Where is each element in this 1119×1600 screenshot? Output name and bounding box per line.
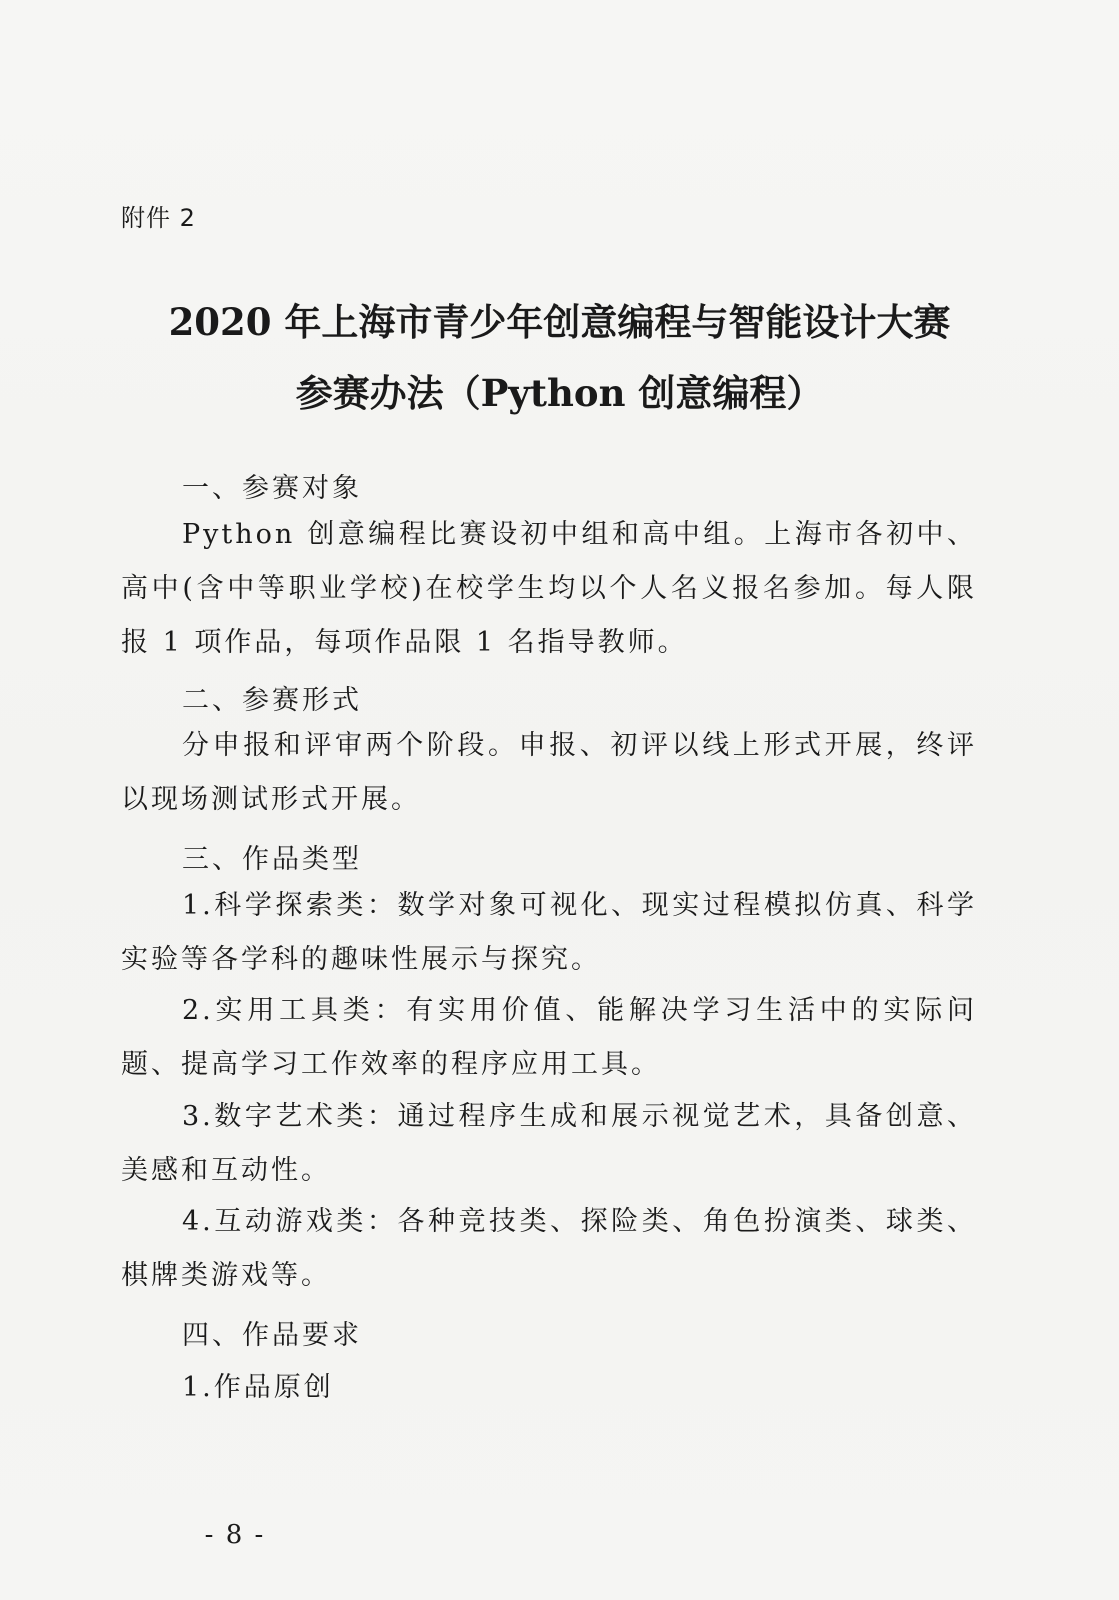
attachment-label: 附件 2 (121, 204, 196, 232)
requirement-item-original: 1.作品原创 (182, 1372, 334, 1403)
section-heading-participants: 一、参赛对象 (182, 473, 362, 504)
page-number: - 8 - (204, 1520, 266, 1550)
section-heading-requirements: 四、作品要求 (182, 1320, 362, 1351)
section-heading-work-types: 三、作品类型 (182, 844, 362, 875)
document-title-line1: 2020 年上海市青少年创意编程与智能设计大赛 (168, 300, 951, 344)
work-type-digital-art: 3.数字艺术类：通过程序生成和展示视觉艺术，具备创意、美感和互动性。 (121, 1101, 977, 1186)
work-type-games: 4.互动游戏类：各种竞技类、探险类、角色扮演类、球类、棋牌类游戏等。 (121, 1206, 977, 1291)
section-body-format: 分申报和评审两个阶段。申报、初评以线上形式开展，终评以现场测试形式开展。 (121, 730, 977, 815)
section-body-participants: Python 创意编程比赛设初中组和高中组。上海市各初中、高中(含中等职业学校)在校学生均以个人名义报名参加。每人限报 1 项作品，每项作品限 1 名指导教师。 (121, 519, 977, 658)
work-type-science: 1.科学探索类：数学对象可视化、现实过程模拟仿真、科学实验等各学科的趣味性展示与探究。 (121, 890, 977, 975)
work-type-tools: 2.实用工具类：有实用价值、能解决学习生活中的实际问题、提高学习工作效率的程序应用工具。 (121, 995, 977, 1080)
document-title-line2: 参赛办法（Python 创意编程） (295, 371, 824, 415)
section-heading-format: 二、参赛形式 (182, 685, 362, 716)
